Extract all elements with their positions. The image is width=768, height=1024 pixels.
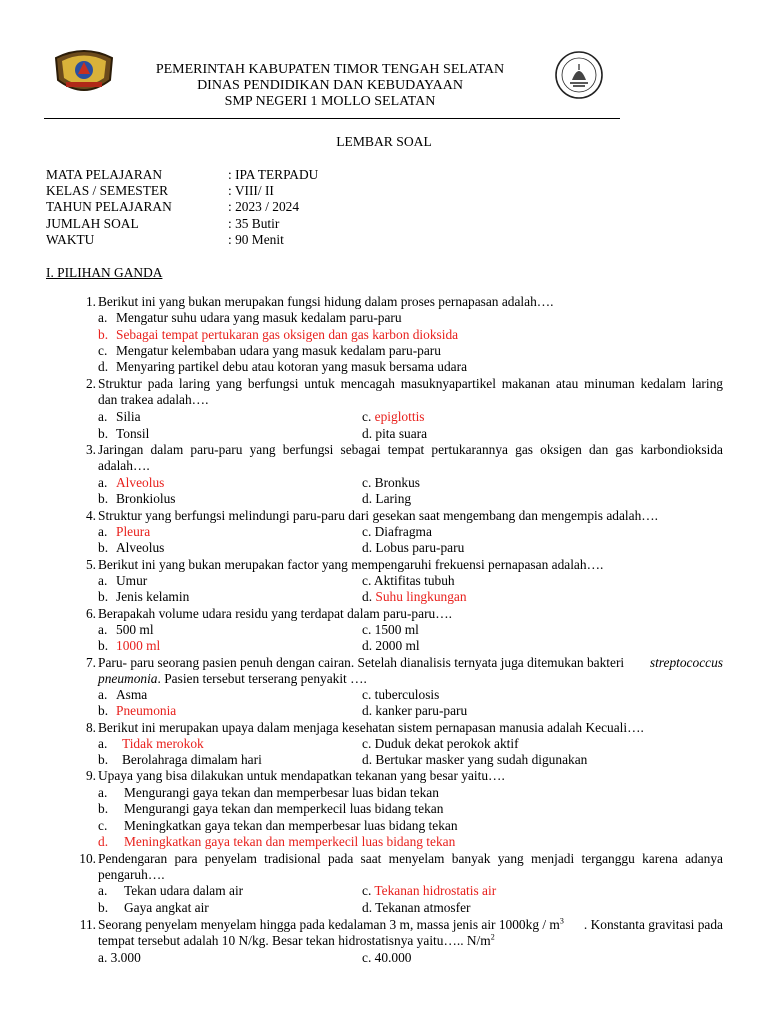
option-letter: b. (98, 638, 109, 653)
option-d-answer (98, 834, 456, 850)
question-text (98, 933, 495, 949)
tut-wuri-handayani-logo (554, 50, 604, 100)
option-a (98, 687, 148, 703)
option-a (98, 310, 402, 326)
option-letter: b. (98, 703, 109, 718)
question-text: Berikut ini merupakan upaya dalam menjaga kesehatan sistem pernapasan manusia adalah Kecuali…. (98, 720, 644, 735)
meta-label: WAKTU (46, 232, 95, 247)
option-text: 500 ml (116, 622, 154, 637)
option-text: Mengurangi gaya tekan dan memperbesar luas bidan tekan (124, 785, 439, 800)
header-line-3: SMP NEGERI 1 MOLLO SELATAN (224, 94, 436, 109)
question-text (98, 917, 723, 933)
meta-label: JUMLAH SOAL (46, 216, 139, 231)
option-b (98, 752, 262, 768)
option-letter: b. (98, 327, 109, 342)
option-text: Gaya angkat air (124, 900, 209, 915)
option-c: c. Aktifitas tubuh (362, 573, 455, 588)
option-text: Sebagai tempat pertukaran gas oksigen dan gas karbon dioksida (116, 327, 459, 342)
option-letter: d. (98, 359, 109, 374)
superscript: 2 (490, 932, 495, 942)
option-a-answer (98, 475, 165, 491)
question-number: 3. (85, 442, 96, 457)
option-text: Alveolus (116, 540, 165, 555)
option-d: d. pita suara (362, 426, 428, 441)
meta-value: : IPA TERPADU (228, 167, 319, 182)
option-d: d. 2000 ml (362, 638, 420, 653)
option-c: c. 1500 ml (362, 622, 419, 637)
option-text: Meningkatkan gaya tekan dan memperkecil luas bidang tekan (124, 834, 456, 849)
option-text: Asma (116, 687, 148, 702)
option-letter: b. (98, 540, 109, 555)
option-letter: b. (98, 589, 109, 604)
option-d: d. Lobus paru-paru (362, 540, 465, 555)
option-c (98, 818, 458, 834)
option-letter: c. (98, 343, 108, 358)
option-a (98, 785, 439, 801)
question-text: adalah…. (98, 458, 150, 473)
meta-value: : 90 Menit (228, 232, 284, 247)
option-c: c. tuberculosis (362, 687, 440, 702)
question-text (98, 655, 723, 671)
option-letter: a. (98, 622, 108, 637)
meta-label: TAHUN PELAJARAN (46, 199, 172, 214)
option-text: Silia (116, 409, 141, 424)
option-d: d. Tekanan atmosfer (362, 900, 471, 915)
option-letter: c. (362, 409, 372, 424)
option-a-answer (98, 524, 151, 540)
option-a (98, 573, 148, 589)
option-b-answer (98, 327, 459, 343)
option-letter: a. (98, 310, 108, 325)
question-text: Jaringan dalam paru-paru yang berfungsi sebagai tempat pertukarannya gas oksigen dan gas karbondioksida (98, 442, 723, 457)
option-text: Pleura (116, 524, 151, 539)
option-text: Mengatur kelembaban udara yang masuk kedalam paru-paru (116, 343, 441, 358)
question-number: 4. (85, 508, 96, 523)
option-text: Tekanan hidrostatis air (374, 883, 497, 898)
option-d: d. kanker paru-paru (362, 703, 468, 718)
question-text: Upaya yang bisa dilakukan untuk mendapatkan tekanan yang besar yaitu…. (98, 768, 505, 783)
option-d: d. Laring (362, 491, 412, 506)
option-text: Meningkatkan gaya tekan dan memperbesar luas bidang tekan (124, 818, 458, 833)
option-letter: a. (98, 785, 108, 800)
header-line-2: DINAS PENDIDIKAN DAN KEBUDAYAAN (197, 78, 463, 93)
header-line-1: PEMERINTAH KABUPATEN TIMOR TENGAH SELATAN (155, 62, 505, 77)
question-number: 7. (85, 655, 96, 670)
option-text: Umur (116, 573, 148, 588)
question-number: 2. (85, 376, 96, 391)
option-letter: a. (98, 573, 108, 588)
option-letter: b. (98, 752, 109, 767)
option-text: epiglottis (374, 409, 425, 424)
option-text: Berolahraga dimalam hari (122, 752, 262, 767)
meta-value: : 2023 / 2024 (228, 199, 300, 214)
option-letter: b. (98, 801, 109, 816)
option-text: 1000 ml (116, 638, 161, 653)
question-number: 1. (85, 294, 96, 309)
option-c-answer (362, 883, 496, 899)
question-text: Struktur yang berfungsi melindungi paru-paru dari gesekan saat mengembang dan mengempis adalah…. (98, 508, 659, 523)
question-number: 5. (85, 557, 96, 572)
option-letter: b. (98, 426, 109, 441)
question-text-part: Paru- paru seorang pasien penuh dengan cairan. Setelah dianalisis ternyata juga ditemukan bakteri (98, 655, 625, 670)
meta-label: KELAS / SEMESTER (46, 183, 169, 198)
option-text: Tonsil (116, 426, 150, 441)
question-text: Berikut ini yang bukan merupakan factor yang mempengaruhi frekuensi pernapasan adalah…. (98, 557, 604, 572)
species-name: pneumonia (98, 671, 158, 686)
question-number: 10. (79, 851, 96, 866)
option-b (98, 426, 150, 442)
question-number: 6. (85, 606, 96, 621)
meta-value: : 35 Butir (228, 216, 280, 231)
question-text: pengaruh…. (98, 867, 165, 882)
species-name: streptococcus (649, 655, 723, 670)
question-text-part: . Pasien tersebut terserang penyakit …. (157, 671, 367, 686)
option-b (98, 589, 190, 605)
question-text: Berikut ini yang bukan merupakan fungsi hidung dalam proses pernapasan adalah…. (98, 294, 554, 309)
option-text: Suhu lingkungan (375, 589, 467, 604)
option-text: Mengurangi gaya tekan dan memperkecil luas bidang tekan (124, 801, 444, 816)
meta-label: MATA PELAJARAN (46, 167, 163, 182)
option-letter: c. (362, 883, 372, 898)
question-number: 9. (85, 768, 96, 783)
option-letter: a. (98, 736, 108, 751)
option-text: Mengatur suhu udara yang masuk kedalam paru-paru (116, 310, 402, 325)
option-c: c. Bronkus (362, 475, 421, 490)
option-text: Tidak merokok (122, 736, 204, 751)
option-c: c. Duduk dekat perokok aktif (362, 736, 519, 751)
option-b (98, 491, 176, 507)
option-text: Jenis kelamin (116, 589, 190, 604)
option-letter: c. (98, 818, 108, 833)
option-letter: a. (98, 524, 108, 539)
option-text: Alveolus (116, 475, 165, 490)
option-c: c. 40.000 (362, 950, 412, 965)
option-text: Tekan udara dalam air (124, 883, 244, 898)
option-d: d. Bertukar masker yang sudah digunakan (362, 752, 588, 767)
option-letter: b. (98, 491, 109, 506)
option-letter: d. (362, 589, 373, 604)
question-text-part: tempat tersebut adalah 10 N/kg. Besar tekan hidrostatisnya yaitu….. N/m (98, 933, 491, 948)
option-b (98, 801, 444, 817)
option-b-answer (98, 703, 177, 719)
option-letter: a. (98, 883, 108, 898)
option-d-answer (362, 589, 467, 605)
option-text: Menyaring partikel debu atau kotoran yang masuk bersama udara (116, 359, 468, 374)
option-letter: a. (98, 687, 108, 702)
option-letter: d. (98, 834, 109, 849)
option-a (98, 622, 154, 638)
option-text: Pneumonia (116, 703, 177, 718)
question-number: 11. (79, 917, 96, 932)
question-text: Berapakah volume udara residu yang terdapat dalam paru-paru…. (98, 606, 452, 621)
header-divider (44, 118, 620, 119)
option-b (98, 900, 209, 916)
option-a (98, 409, 141, 425)
option-letter: a. (98, 475, 108, 490)
section-title: I. PILIHAN GANDA (46, 265, 163, 280)
question-number: 8. (85, 720, 96, 735)
meta-value: : VIII/ II (228, 183, 274, 198)
question-text (98, 671, 367, 687)
question-text: Pendengaran para penyelam tradisional pada saat menyelam banyak yang menjadi terganggu karena adanya (98, 851, 723, 866)
option-letter: a. (98, 409, 108, 424)
option-c-answer (362, 409, 425, 425)
option-b (98, 540, 165, 556)
regency-emblem-logo (52, 44, 116, 100)
option-d (98, 359, 468, 375)
option-b-answer (98, 638, 161, 654)
question-text: Struktur pada laring yang berfungsi untuk mencagah masuknyapartikel makanan atau minuman kedalam laring (98, 376, 723, 391)
question-text-part: . Konstanta gravitasi pada (583, 917, 723, 932)
option-letter: b. (98, 900, 109, 915)
option-text: Bronkiolus (116, 491, 176, 506)
option-c: c. Diafragma (362, 524, 432, 539)
question-text-part: Seorang penyelam menyelam hingga pada kedalaman 3 m, massa jenis air 1000kg / m (98, 917, 560, 932)
question-text: dan trakea adalah…. (98, 392, 209, 407)
option-c (98, 343, 441, 359)
option-a: a. 3.000 (98, 950, 141, 965)
option-a-answer (98, 736, 204, 752)
superscript: 3 (559, 916, 564, 926)
page-title: LEMBAR SOAL (336, 134, 432, 149)
option-a (98, 883, 244, 899)
